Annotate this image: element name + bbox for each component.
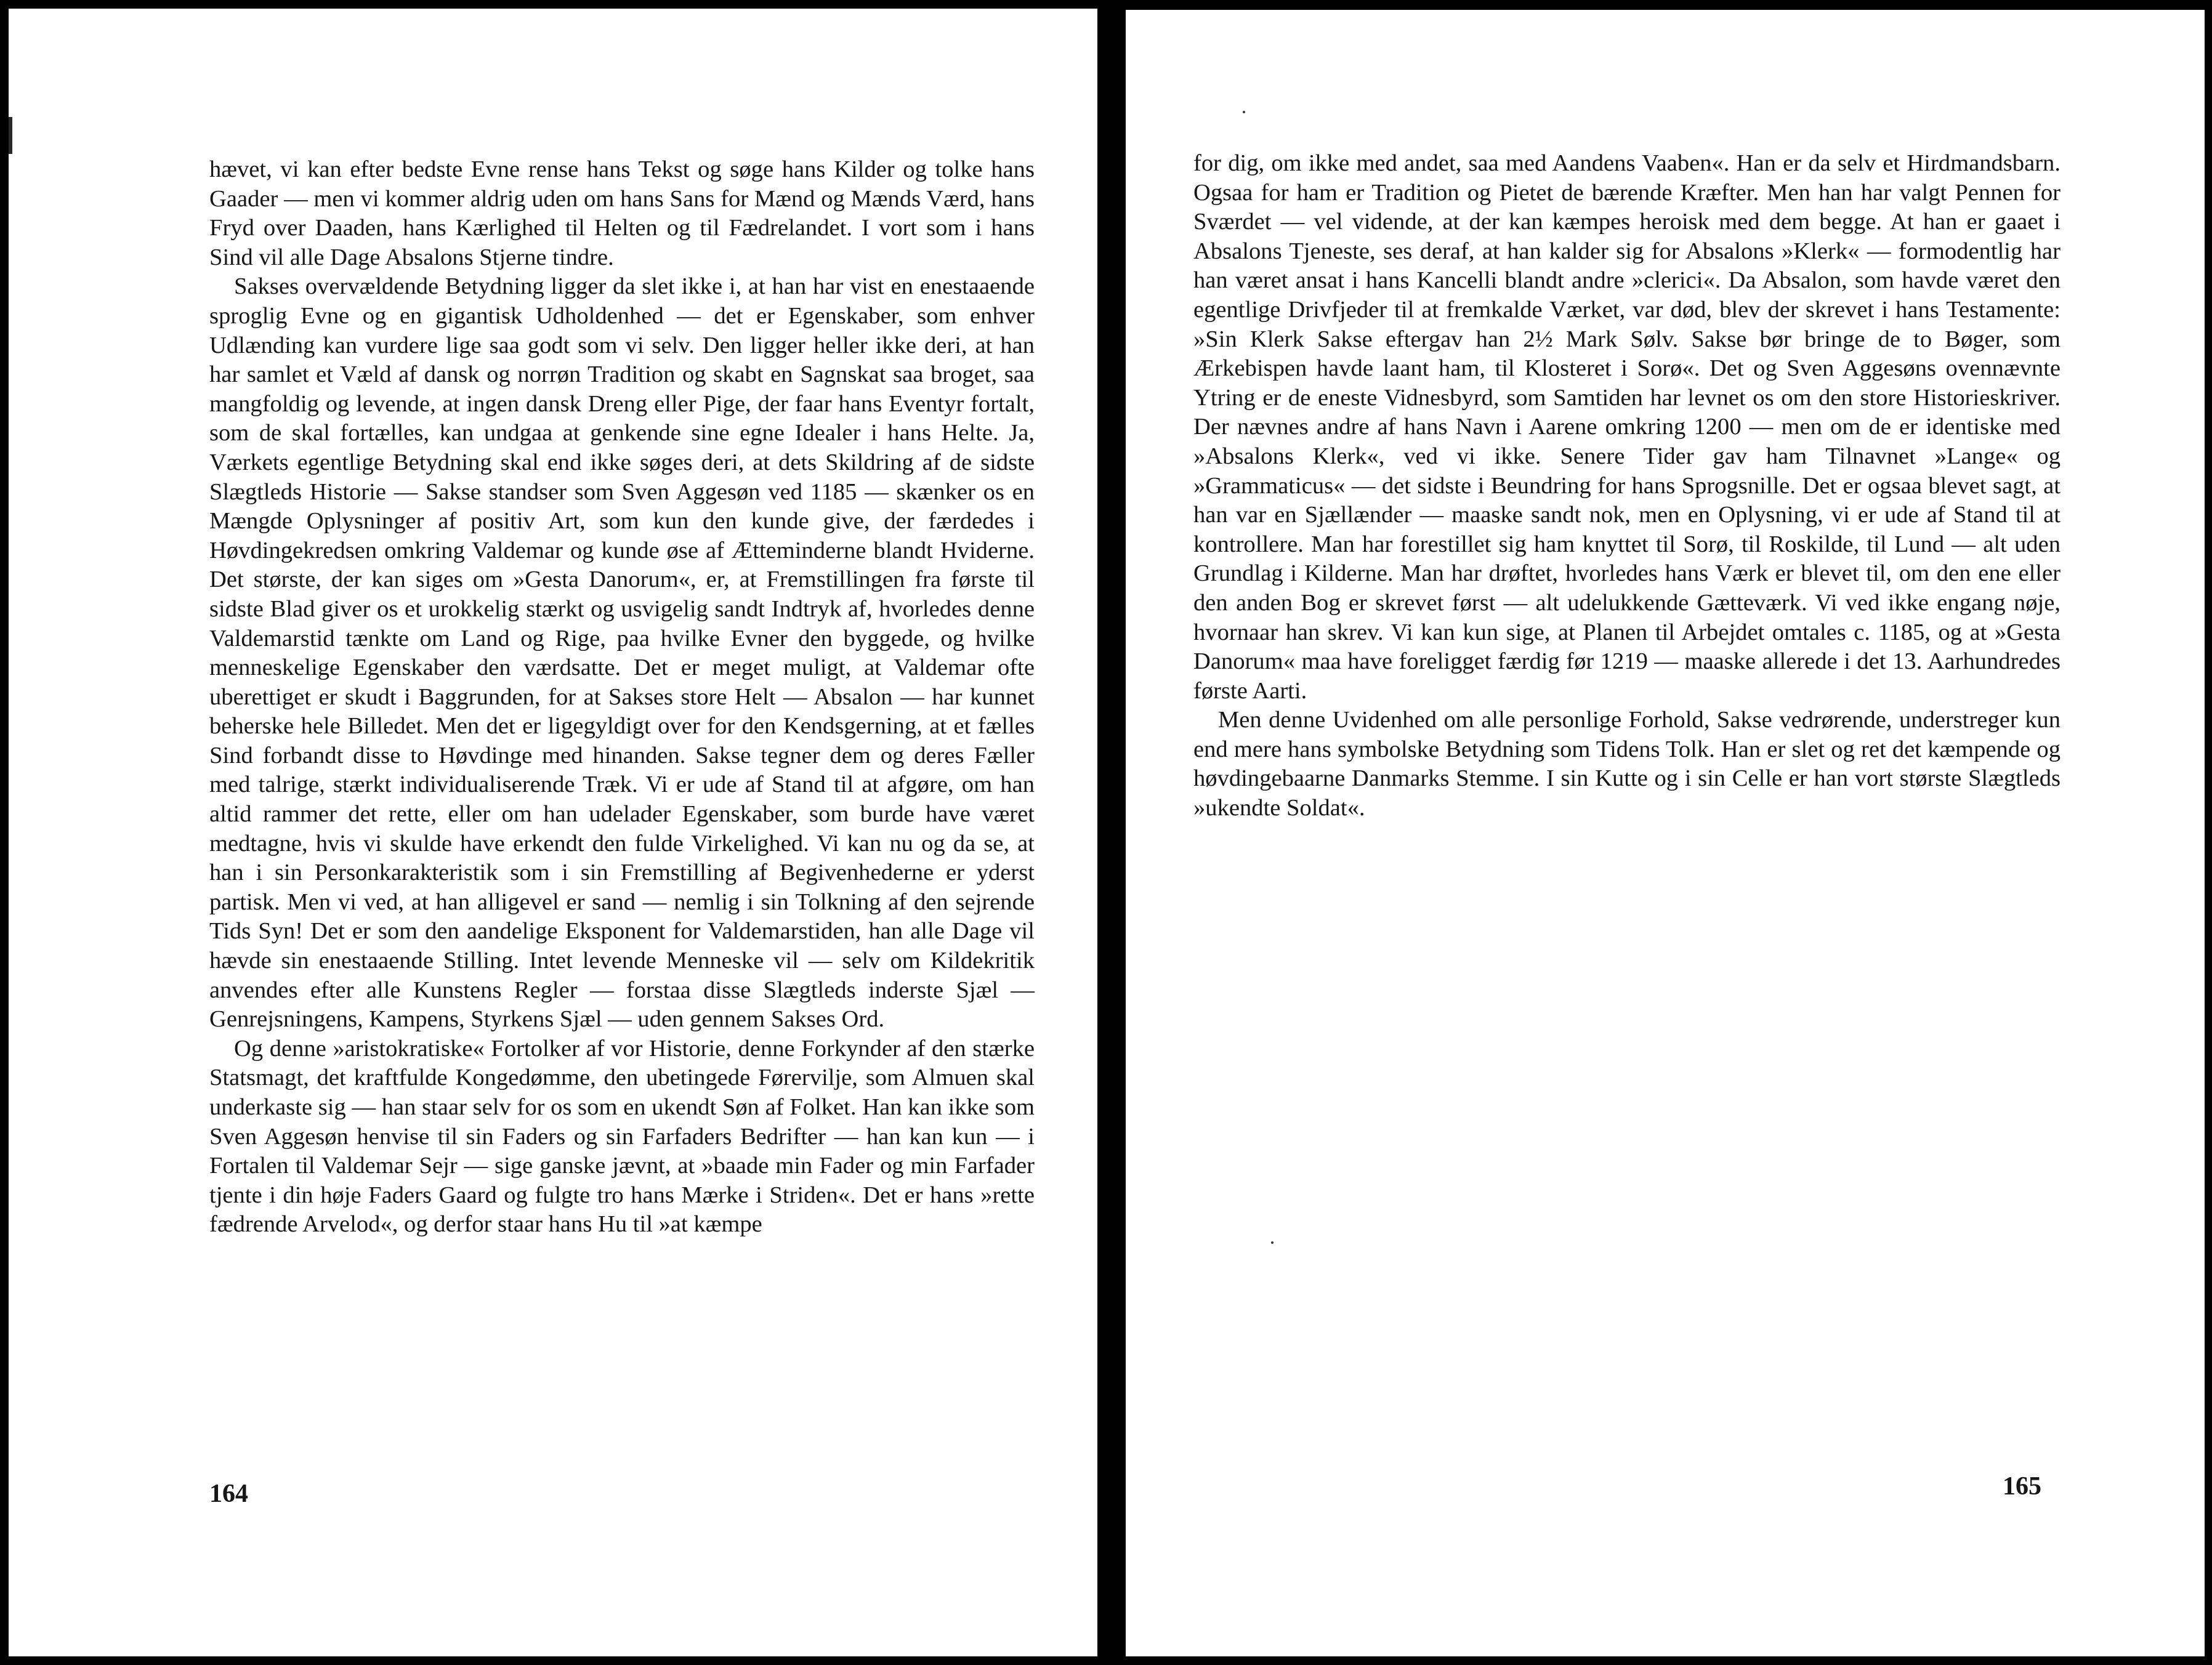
paragraph: Men denne Uvidenhed om alle personlige Forhold, Sakse vedrørende, understreger kun end mere hans symbolske Betydning som Tidens Tolk. Han er slet og ret det kæmpende og høvdingebaarne Danmarks Stemme. I sin Kutte og i sin Celle er han vort største Slægtleds »ukendte Soldat«. (1193, 707, 2061, 821)
right-page (1126, 10, 2205, 1656)
paragraph: Sakses overvældende Betydning ligger da slet ikke i, at han har vist en enestaaende sproglig Evne og en gigantisk Udholdenhed — det er Egenskaber, som enhver Udlænding kan vurdere lige saa godt som vi selv. Den ligger heller ikke deri, at han har samlet et Væld af dansk og norrøn Tradition og skabt en Sagnskat saa broget, saa mangfoldig og levende, at ingen dansk Dreng eller Pige, der faar hans Eventyr fortalt, som de skal fortælles, kan undgaa at genkende sine egne Idealer i hans Helte. Ja, Værkets egentlige Betydning skal end ikke søges deri, at dets Skildring af de sidste Slægtleds Historie — Sakse standser som Sven Aggesøn ved 1185 — skænker os en Mængde Oplysninger af positiv Art, som kun den kunde give, der færdedes i Høvdingekredsen omkring Valdemar og kunde øse af Ætteminderne blandt Hviderne. Det største, der kan siges om »Gesta Danorum«, er, at Fremstillingen fra første til sidste Blad giver os et urokkelig stærkt og usvigelig sandt Indtryk af, hvorledes denne Valdemarstid tænkte om Land og Rige, paa hvilke Evner den byggede, og hvilke menneskelige Egenskaber den værdsatte. Det er meget muligt, at Valdemar ofte uberettiget er skudt i Baggrunden, for at Sakses store Helt — Absalon — har kunnet beherske hele Billedet. Men det er ligegyldigt over for den Kendsgerning, at et fælles Sind forbandt disse to Høvdinge med hinanden. Sakse tegner dem og deres Fæller med talrige, stærkt individualiserende Træk. Vi er ude af Stand til at afgøre, om han altid rammer det rette, eller om han udelader Egenskaber, som burde have været medtagne, hvis vi skulde have erkendt den fulde Virkelighed. Vi kan nu og da se, at han i sin Personkarakteristik som i sin Fremstilling af Begivenhederne er yderst partisk. Men vi ved, at han alligevel er sand — nemlig i sin Tolkning af den sejrende Tids Syn! Det er som den aandelige Eksponent for Valdemarstiden, han alle Dage vil hævde sin enestaaende Stilling. Intet levende Menneske vil — selv om Kildekritik anvendes efter alle Kunstens Regler — forstaa disse Slægtleds inderste Sjæl — Genrejsningens, Kampens, Styrkens Sjæl — uden gennem Sakses Ord. (209, 273, 1035, 1033)
paragraph: hævet, vi kan efter bedste Evne rense hans Tekst og søge hans Kilder og tolke hans Gaader — men vi kommer aldrig uden om hans Sans for Mænd og Mænds Værd, hans Fryd over Daaden, hans Kærlighed til Helten og til Fædrelandet. I vort som i hans Sind vil alle Dage Absalons Stjerne tindre. (209, 156, 1035, 270)
page-number: 165 (2003, 1472, 2041, 1501)
page-edge-mark (9, 117, 12, 154)
page-number: 164 (209, 1480, 248, 1508)
book-gutter (1097, 0, 1126, 1665)
paragraph: Og denne »aristokratiske« Fortolker af vor Historie, denne Forkynder af den stærke Statsmagt, det kraftfulde Kongedømme, den ubetingede Førervilje, som Almuen skal underkaste sig — han staar selv for os som en ukendt Søn af Folket. Han kan ikke som Sven Aggesøn henvise til sin Faders og sin Farfaders Bedrifter — han kan kun — i Fortalen til Valdemar Sejr — sige ganske jævnt, at »baade min Fader og min Farfader tjente i din høje Faders Gaard og fulgte tro hans Mærke i Striden«. Det er hans »rette fædrende Arvelod«, og derfor staar hans Hu til »at kæmpe (209, 1035, 1035, 1238)
left-page-text (209, 155, 1035, 1240)
right-page-text (1193, 149, 2061, 823)
paper-speck (1243, 111, 1245, 113)
paragraph: for dig, om ikke med andet, saa med Aandens Vaaben«. Han er da selv et Hirdmandsbarn. Ogsaa for ham er Tradition og Pietet de bærende Kræfter. Men han har valgt Pennen for Sværdet — vel vidende, at der kan kæmpes heroisk med dem begge. At han er gaaet i Absalons Tjeneste, ses deraf, at han kalder sig for Absalons »Klerk« — formodentlig har han været ansat i hans Kancelli blandt andre »clerici«. Da Absalon, som havde været den egentlige Drivfjeder til at fremkalde Værket, var død, blev der skrevet i hans Testamente: »Sin Klerk Sakse eftergav han 2½ Mark Sølv. Sakse bør bringe de to Bøger, som Ærkebispen havde laant ham, til Klosteret i Sorø«. Det og Sven Aggesøns ovennævnte Ytring er de eneste Vidnesbyrd, som Samtiden har levnet os om den store Historieskriver. Der nævnes andre af hans Navn i Aarene omkring 1200 — men om de er identiske med »Absalons Klerk«, ved vi ikke. Senere Tider gav ham Tilnavnet »Lange« og »Grammaticus« — det sidste i Beundring for hans Sprogsnille. Det er ogsaa blevet sagt, at han var en Sjællænder — maaske sandt nok, men en Oplysning, vi er ude af Stand til at kontrollere. Man har forestillet sig ham knyttet til Sorø, til Roskilde, til Lund — alt uden Grundlag i Kilderne. Man har drøftet, hvorledes hans Værk er blevet til, om den ene eller den anden Bog er skrevet først — alt udelukkende Gætteværk. Vi ved ikke engang nøje, hvornaar han skrev. Vi kan kun sige, at Planen til Arbejdet omtales c. 1185, og at »Gesta Danorum« maa have foreligget færdig før 1219 — maaske allerede i det 13. Aarhundredes første Aarti. (1193, 150, 2061, 704)
paper-speck (1271, 1241, 1274, 1244)
left-page (9, 9, 1097, 1656)
